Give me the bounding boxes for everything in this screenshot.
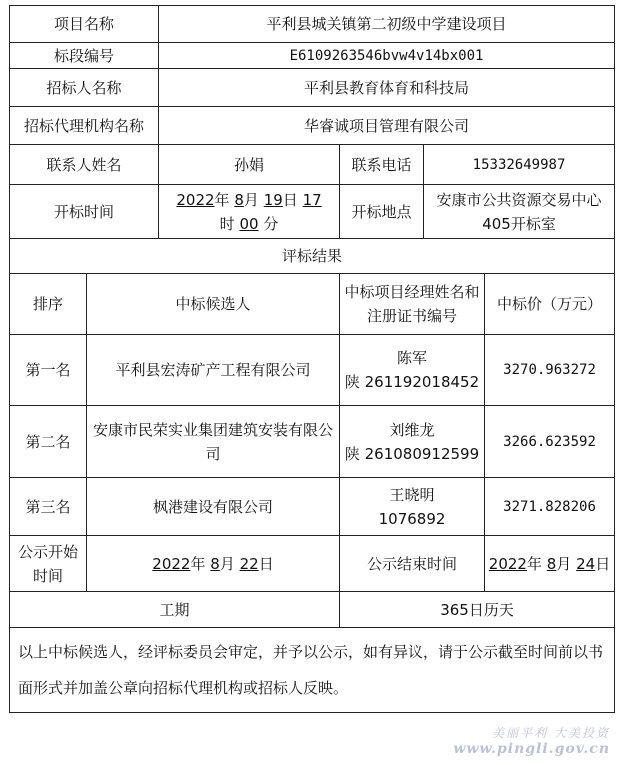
agency-label: 招标代理机构名称 bbox=[10, 107, 159, 145]
open-minute: 00 bbox=[239, 214, 259, 233]
site-watermark bbox=[453, 724, 610, 757]
table-row bbox=[10, 478, 615, 536]
tenderer: 平利县教育体育和科技局 bbox=[159, 69, 615, 107]
open-month: 8 bbox=[234, 190, 244, 209]
manager-cert: 陕 261080912599 bbox=[344, 444, 480, 463]
month-unit: 月 bbox=[243, 190, 259, 209]
month-unit: 月 bbox=[556, 554, 572, 573]
project-name-label: 项目名称 bbox=[10, 6, 159, 43]
bid-result-table bbox=[9, 5, 615, 713]
publicity-start bbox=[87, 536, 340, 592]
manager-cert: 陕 261192018452 bbox=[344, 373, 480, 391]
agency: 华睿诚项目管理有限公司 bbox=[159, 107, 615, 145]
end-year: 2022 bbox=[488, 554, 527, 573]
publicity-end bbox=[485, 536, 615, 592]
open-time-label: 开标时间 bbox=[10, 185, 159, 239]
open-year: 2022 bbox=[176, 190, 215, 209]
year-unit: 年 bbox=[190, 554, 206, 573]
open-day: 19 bbox=[263, 190, 283, 209]
publicity-start-label: 公示开始时间 bbox=[10, 536, 87, 592]
manager-name: 陈军 bbox=[397, 349, 428, 367]
manager-cert: 1076892 bbox=[378, 509, 446, 528]
price: 3271.828206 bbox=[485, 478, 615, 536]
watermark-url: www.pingli.gov.cn bbox=[453, 741, 610, 757]
rank: 第二名 bbox=[10, 406, 87, 478]
manager-name: 王晓明 bbox=[389, 485, 435, 504]
open-hour: 17 bbox=[302, 190, 322, 209]
section-no: E6109263546bvw4v14bx001 bbox=[159, 43, 615, 69]
watermark-slogan: 美丽平利 大美投资 bbox=[492, 726, 610, 740]
duration-label: 工期 bbox=[10, 592, 340, 628]
contact-label: 联系人姓名 bbox=[10, 145, 159, 185]
year-unit: 年 bbox=[214, 190, 230, 209]
month-unit: 月 bbox=[219, 554, 235, 573]
end-day: 24 bbox=[576, 554, 596, 573]
year-unit: 年 bbox=[526, 554, 542, 573]
candidate: 安康市民荣实业集团建筑安装有限公司 bbox=[87, 406, 340, 478]
publicity-end-label: 公示结束时间 bbox=[340, 536, 485, 592]
candidate: 平利县宏涛矿产工程有限公司 bbox=[87, 335, 340, 406]
rank: 第三名 bbox=[10, 478, 87, 536]
tenderer-label: 招标人名称 bbox=[10, 69, 159, 107]
contact: 孙娟 bbox=[159, 145, 340, 185]
open-place-label: 开标地点 bbox=[340, 185, 424, 239]
manager-name: 刘维龙 bbox=[389, 420, 435, 439]
manager-cell bbox=[340, 335, 485, 406]
table-row bbox=[10, 335, 615, 406]
project-name: 平利县城关镇第二初级中学建设项目 bbox=[159, 6, 615, 43]
header-manager: 中标项目经理姓名和注册证书编号 bbox=[340, 274, 485, 335]
section-no-label: 标段编号 bbox=[10, 43, 159, 69]
header-candidate: 中标候选人 bbox=[87, 274, 340, 335]
table-row bbox=[10, 406, 615, 478]
minute-unit: 分 bbox=[263, 214, 279, 233]
phone-label: 联系电话 bbox=[340, 145, 424, 185]
phone: 15332649987 bbox=[424, 145, 615, 185]
day-unit: 日 bbox=[258, 554, 274, 573]
result-title: 评标结果 bbox=[10, 239, 615, 274]
day-unit: 日 bbox=[282, 190, 298, 209]
header-price: 中标价（万元） bbox=[485, 274, 615, 335]
open-time bbox=[159, 185, 340, 239]
rank: 第一名 bbox=[10, 335, 87, 406]
start-month: 8 bbox=[210, 554, 220, 573]
price: 3270.963272 bbox=[485, 335, 615, 406]
day-unit: 日 bbox=[595, 554, 611, 573]
start-year: 2022 bbox=[152, 554, 191, 573]
candidate: 枫港建设有限公司 bbox=[87, 478, 340, 536]
header-rank: 排序 bbox=[10, 274, 87, 335]
price: 3266.623592 bbox=[485, 406, 615, 478]
manager-cell bbox=[340, 478, 485, 536]
start-day: 22 bbox=[239, 554, 259, 573]
duration: 365日历天 bbox=[340, 592, 615, 628]
notice-text: 以上中标候选人，经评标委员会审定，并予以公示，如有异议，请于公示截至时间前以书面形式并加盖公章向招标代理机构或招标人反映。 bbox=[10, 628, 615, 713]
hour-unit: 时 bbox=[219, 214, 235, 233]
end-month: 8 bbox=[546, 554, 557, 573]
manager-cell bbox=[340, 406, 485, 478]
open-place: 安康市公共资源交易中心405开标室 bbox=[424, 185, 615, 239]
